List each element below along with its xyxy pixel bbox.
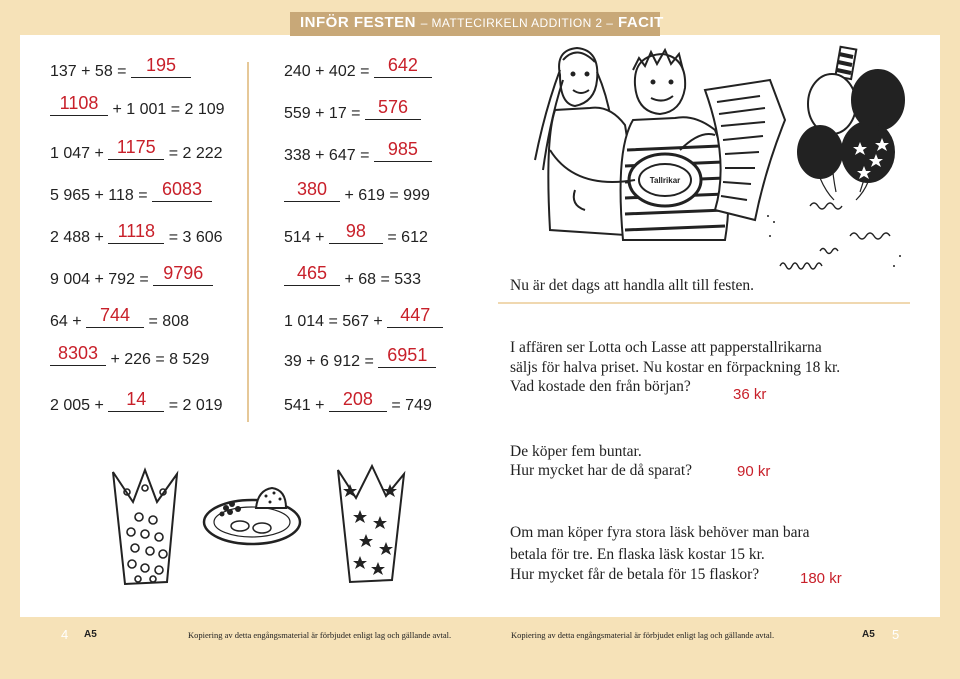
answer-blank <box>284 263 340 286</box>
answer-value: 195 <box>145 55 176 75</box>
kids-shopping-illustration <box>515 40 790 270</box>
answer-value: 465 <box>296 263 328 283</box>
plate-package-label: Tallrikar <box>649 176 681 185</box>
balloons-illustration <box>790 42 910 202</box>
answer-blank <box>329 389 387 412</box>
equation-left-9: 2 005 + 14 = 2 019 <box>50 389 223 414</box>
answer-blank <box>50 343 106 366</box>
answer-value: 9796 <box>163 263 204 283</box>
left-format-label: A5 <box>84 629 97 640</box>
answer-value: 98 <box>345 221 366 241</box>
answer-blank <box>108 137 164 160</box>
question-2-line-1: De köper fem buntar. <box>510 443 642 460</box>
answer-value: 985 <box>387 139 418 159</box>
answer-value: 744 <box>100 305 131 325</box>
equation-left-1: 137 + 58 = 195 <box>50 62 191 81</box>
answer-blank <box>374 139 432 162</box>
equation-left-6: 9 004 + 792 = 9796 <box>50 270 213 289</box>
header-facit: FACIT <box>617 14 664 31</box>
equation-left-8: 8303 + 226 = 8 529 <box>50 350 209 369</box>
column-divider <box>247 62 249 422</box>
question-1-line-1: I affären ser Lotta och Lasse att papperstallrikarna <box>510 339 822 356</box>
right-copyright-notice: Kopiering av detta engångsmaterial är förbjudet enligt lag och gällande avtal. <box>511 630 775 640</box>
polka-dot-napkins-illustration <box>105 462 185 592</box>
answer-blank <box>387 305 443 328</box>
answer-1: 36 kr <box>733 386 767 403</box>
answer-value: 642 <box>387 55 418 75</box>
equation-right-5: 514 + 98 = 612 <box>284 221 428 246</box>
answer-value: 14 <box>126 389 147 409</box>
answer-value: 8303 <box>57 343 99 363</box>
answer-value: 380 <box>296 179 328 199</box>
answer-value: 1118 <box>117 221 155 241</box>
equation-left-3: 1 047 + 1175 = 2 222 <box>50 137 223 162</box>
story-intro: Nu är det dags att handla allt till festen. <box>510 277 755 294</box>
equation-left-7: 64 + 744 = 808 <box>50 305 189 330</box>
equation-left-4: 5 965 + 118 = 6083 <box>50 186 212 205</box>
equation-right-8: 39 + 6 912 = 6951 <box>284 352 436 371</box>
question-3-line-2: betala för tre. En flaska läsk kostar 15 kr. <box>510 546 765 563</box>
streamers-illustration <box>760 196 910 286</box>
equation-right-9: 541 + 208 = 749 <box>284 389 432 414</box>
star-napkins-illustration <box>330 460 410 590</box>
equation-left-5: 2 488 + 1118 = 3 606 <box>50 221 223 246</box>
answer-blank <box>329 221 383 244</box>
answer-2: 90 kr <box>737 463 771 480</box>
header-title: INFÖR FESTEN <box>300 14 417 31</box>
answer-value: 447 <box>400 305 431 325</box>
answer-value: 576 <box>377 97 408 117</box>
left-page-number: 4 <box>61 627 69 642</box>
section-rule <box>498 302 910 304</box>
question-1-line-2: säljs för halva priset. Nu kostar en förpackning 18 kr. <box>510 359 841 376</box>
left-copyright-notice: Kopiering av detta engångsmaterial är förbjudet enligt lag och gällande avtal. <box>188 630 452 640</box>
right-page-number: 5 <box>892 627 900 642</box>
answer-blank <box>153 263 213 286</box>
answer-blank <box>152 179 212 202</box>
answer-blank <box>108 221 164 244</box>
equation-right-1: 240 + 402 = 642 <box>284 62 432 81</box>
answer-blank <box>50 93 108 116</box>
answer-value: 1175 <box>116 137 156 157</box>
page-header <box>300 14 664 31</box>
question-3-line-1: Om man köper fyra stora läsk behöver man bara <box>510 524 810 541</box>
equation-right-2: 559 + 17 = 576 <box>284 104 421 123</box>
equation-right-3: 338 + 647 = 985 <box>284 146 432 165</box>
page-frame-left <box>0 0 20 679</box>
page-frame-bottom <box>0 617 960 679</box>
answer-blank <box>378 345 436 368</box>
answer-blank <box>284 179 340 202</box>
answer-value: 6951 <box>387 345 428 365</box>
page-frame-right <box>940 0 960 679</box>
question-2-line-2: Hur mycket har de då sparat? <box>510 462 693 479</box>
equation-right-7: 1 014 = 567 + 447 <box>284 312 443 331</box>
answer-value: 6083 <box>162 179 203 199</box>
answer-value: 1108 <box>59 93 99 113</box>
snack-plate-illustration <box>200 480 305 555</box>
answer-blank <box>374 55 432 78</box>
equation-left-2: 1108 + 1 001 = 2 109 <box>50 100 225 119</box>
equation-right-6: 465 + 68 = 533 <box>284 270 421 289</box>
answer-blank <box>108 389 164 412</box>
header-subtitle: – MATTECIRKELN ADDITION 2 – <box>420 16 614 30</box>
right-format-label: A5 <box>862 629 875 640</box>
question-1-line-3: Vad kostade den från början? <box>510 378 691 395</box>
answer-blank <box>131 55 191 78</box>
question-3-line-3: Hur mycket får de betala för 15 flaskor? <box>510 566 760 583</box>
equation-right-4: 380 + 619 = 999 <box>284 186 430 205</box>
answer-blank <box>86 305 144 328</box>
answer-3: 180 kr <box>800 570 842 587</box>
answer-blank <box>365 97 421 120</box>
answer-value: 208 <box>342 389 373 409</box>
